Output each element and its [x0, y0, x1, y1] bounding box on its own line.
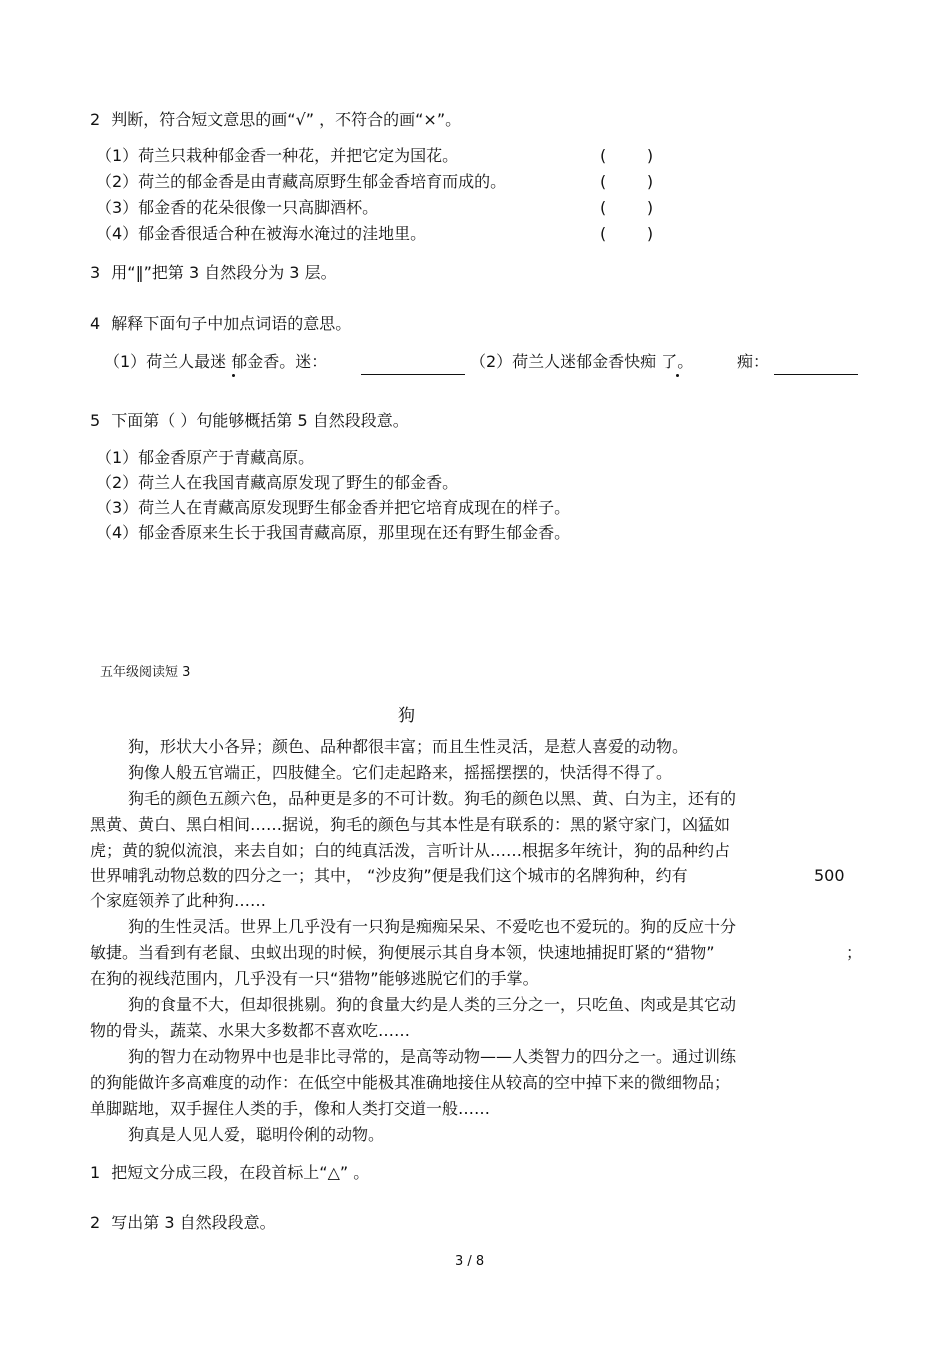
question-5 [90, 411, 409, 431]
question-number: 1 [90, 1163, 101, 1182]
passage-line: 个家庭领养了此种狗…… [90, 891, 267, 910]
passage-line: 的狗能做许多高难度的动作：在低空中能极其准确地接住从较高的空中掉下来的微细物品； [90, 1073, 731, 1092]
question-prompt: 下面第（ ）句能够概括第 5 自然段段意。 [111, 411, 409, 430]
question-3 [90, 263, 337, 283]
passage-line: 狗毛的颜色五颜六色，品种更是多的不可计数。狗毛的颜色以黑、黄、白为主，还有的 [128, 789, 737, 808]
emphasis-dot [676, 374, 679, 377]
judge-item-4: （4）郁金香很适合种在被海水淹过的洼地里。 [96, 224, 427, 243]
passage-line: 黑黄、黄白、黑白相间……据说，狗毛的颜色与其本性是有联系的：黑的紧守家门，凶猛如 [90, 815, 731, 834]
q4-sentence-1: （1）荷兰人最迷 郁金香。迷： [104, 352, 328, 371]
question-prompt: 写出第 3 自然段段意。 [111, 1213, 276, 1232]
question-2-heading [90, 110, 461, 130]
passage-line: 单脚踮地，双手握住人类的手，像和人类打交道一般…… [90, 1099, 491, 1118]
option-4: （4）郁金香原来生长于我国青藏高原，那里现在还有野生郁金香。 [96, 523, 571, 542]
passage-line: 狗像人般五官端正，四肢健全。它们走起路来，摇摇摆摆的，快活得不得了。 [128, 763, 673, 782]
judge-item-3: （3）郁金香的花朵很像一只高脚酒杯。 [96, 198, 379, 217]
judge-item-1: （1）荷兰只栽种郁金香一种花，并把它定为国花。 [96, 146, 459, 165]
judge-item-2: （2）荷兰的郁金香是由青藏高原野生郁金香培育而成的。 [96, 172, 507, 191]
question-prompt: 把短文分成三段，在段首标上“△” 。 [111, 1163, 370, 1182]
question-1 [90, 1163, 369, 1183]
passage-line: 狗，形状大小各异；颜色、品种都很丰富；而且生性灵活，是惹人喜爱的动物。 [128, 737, 689, 756]
passage-line: 狗的生性灵活。世界上几乎没有一只狗是痴痴呆呆、不爱吃也不爱玩的。狗的反应十分 [128, 917, 737, 936]
question-number: 4 [90, 314, 101, 333]
passage-line: 在狗的视线范围内，几乎没有一只“猎物”能够逃脱它们的手掌。 [90, 969, 539, 988]
question-prompt: 用“‖”把第 3 自然段分为 3 层。 [111, 263, 337, 282]
q4-sentence-2: （2）荷兰人迷郁金香快痴 了。 [470, 352, 694, 371]
option-3: （3）荷兰人在青藏高原发现野生郁金香并把它培育成现在的样子。 [96, 498, 571, 517]
answer-parentheses: ( ) [600, 146, 654, 165]
semicolon: ； [846, 943, 863, 962]
option-1: （1）郁金香原产于青藏高原。 [96, 448, 315, 467]
answer-parentheses: ( ) [600, 224, 654, 243]
passage-title: 狗 [398, 706, 415, 726]
passage-line: 狗的智力在动物界中也是非比寻常的，是高等动物——人类智力的四分之一。通过训练 [128, 1047, 737, 1066]
number-500: 500 [814, 866, 845, 885]
passage-line: 狗的食量不大，但却很挑剔。狗的食量大约是人类的三分之一，只吃鱼、肉或是其它动 [128, 995, 737, 1014]
page-number: 3 / 8 [455, 1254, 485, 1269]
passage-line: 虎；黄的貌似流浪，来去自如；白的纯真活泼，言听计从……根据多年统计，狗的品种约占 [90, 841, 731, 860]
answer-blank-mi[interactable] [361, 356, 465, 375]
passage-line: 狗真是人见人爱，聪明伶俐的动物。 [128, 1125, 385, 1144]
question-number: 3 [90, 263, 101, 282]
question-number: 5 [90, 411, 101, 430]
answer-parentheses: ( ) [600, 172, 654, 191]
answer-blank-chi[interactable] [774, 356, 858, 375]
passage-line: 世界哺乳动物总数的四分之一；其中， “沙皮狗”便是我们这个城市的名牌狗种，约有 [90, 866, 688, 885]
emphasis-dot [232, 374, 235, 377]
question-number: 2 [90, 1213, 101, 1232]
section-heading: 五年级阅读短 3 [100, 665, 191, 680]
question-prompt: 解释下面句子中加点词语的意思。 [111, 314, 352, 333]
option-2: （2）荷兰人在我国青藏高原发现了野生的郁金香。 [96, 473, 459, 492]
passage-line: 物的骨头，蔬菜、水果大多数都不喜欢吃…… [90, 1021, 411, 1040]
q4-label-chi: 痴： [737, 352, 770, 371]
passage-line: 敏捷。当看到有老鼠、虫蚁出现的时候，狗便展示其自身本领，快速地捕捉盯紧的“猎物” [90, 943, 715, 962]
question-number: 2 [90, 110, 101, 129]
answer-parentheses: ( ) [600, 198, 654, 217]
question-2 [90, 1213, 276, 1233]
question-prompt: 判断，符合短文意思的画“√” ，不符合的画“×”。 [111, 110, 462, 129]
question-4 [90, 314, 351, 334]
